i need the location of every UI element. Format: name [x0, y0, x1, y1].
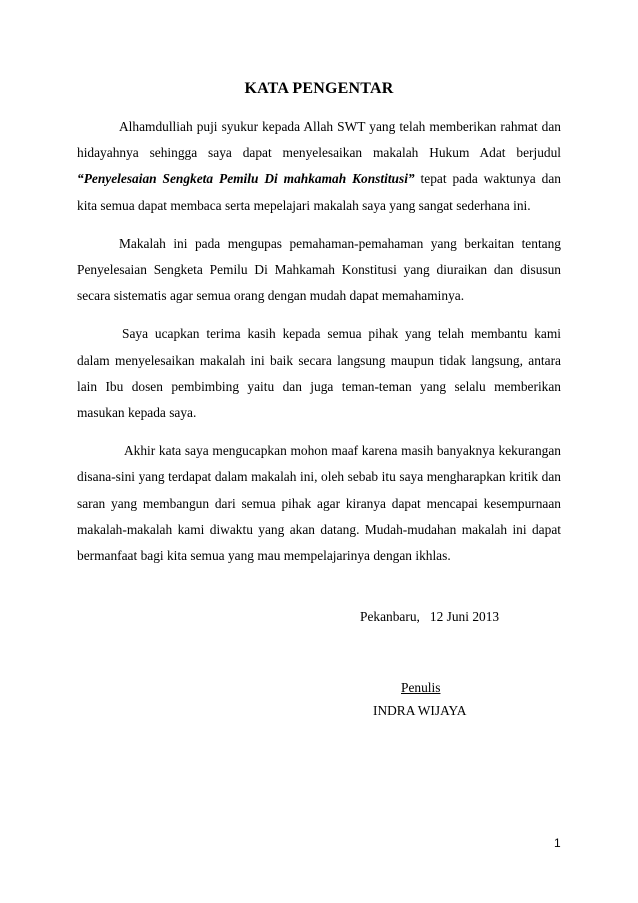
paper-title-emphasis: “Penyelesaian Sengketa Pemilu Di mahkamah Konstitusi”: [77, 171, 415, 187]
body-text: [77, 114, 561, 581]
paragraph-2: Makalah ini pada mengupas pemahaman-pemahaman yang berkaitan tentang Penyelesaian Sengketa Pemilu Di Mahkamah Konstitusi yang diuraikan dan disusun secara sistematis agar semua orang dengan mudah dapat memahaminya.: [77, 235, 561, 304]
signer-role: Penulis: [401, 680, 441, 695]
paragraph-3: Saya ucapkan terima kasih kepada semua pihak yang telah membantu kami dalam menyelesaikan makalah ini baik secara langsung maupun tidak langsung, antara lain Ibu dosen pembimbing yaitu dan juga teman-teman yang selalu memberikan masukan kepada saya.: [77, 326, 561, 421]
paragraph-1-text-end: tepat pada waktunya dan kita semua dapat membaca serta mepelajari makalah saya yang sangat sederhana ini.: [77, 171, 561, 213]
page-number: 1: [554, 836, 561, 850]
place-date: Pekanbaru, 12 Juni 2013: [360, 609, 500, 624]
paragraph-1-text: Alhamdulliah puji syukur kepada Allah SWT yang telah memberikan rahmat dan hidayahnya sehingga saya dapat menyelesaikan makalah Hukum Adat berjudul: [77, 119, 561, 161]
page-title: KATA PENGENTAR: [244, 80, 394, 97]
paragraph-4: Akhir kata saya mengucapkan mohon maaf karena masih banyaknya kekurangan disana-sini yang terdapat dalam makalah ini, oleh sebab itu saya mengharapkan kritik dan saran yang membangun dari semua pihak agar kiranya dapat mencapai kesempurnaan makalah-makalah kami diwaktu yang akan datang. Mudah-mudahan makalah ini dapat bermanfaat bagi kita semua yang mau mempelajarinya dengan ikhlas.: [77, 443, 561, 564]
signer-name: INDRA WIJAYA: [373, 703, 467, 718]
paragraph-1: [77, 114, 561, 219]
